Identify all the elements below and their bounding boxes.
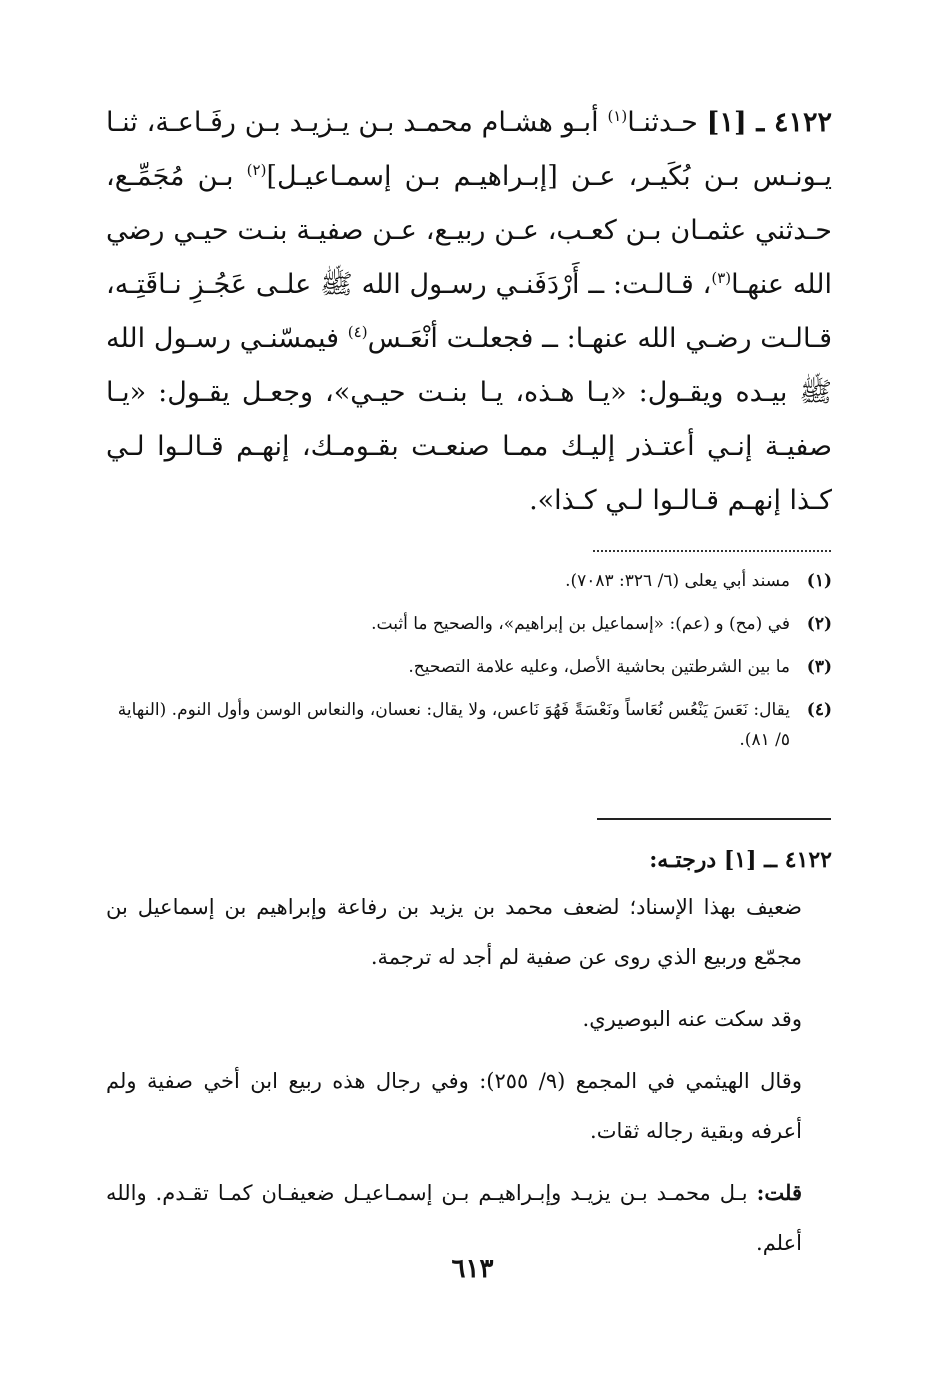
page-number: ٦١٣ <box>451 1254 494 1284</box>
footnote-number: (٢) <box>806 614 832 634</box>
footnote-number: (١) <box>806 571 832 591</box>
footnote-number: (٤) <box>806 700 832 720</box>
hadith-text-part: أبـو هشـام محمـد بـن يـزيـد بـن رفَـاعـة، ثنـا يـونـس بـن بُكَيـر، عـن [إبـراهيـم بـن إسمـاعيـل] <box>106 107 833 192</box>
footnote-text: مسند أبي يعلى (٦/ ٣٢٦: ٧٠٨٣). <box>565 571 790 591</box>
footnote-number: (٣) <box>806 657 832 677</box>
grading-label: قلت: <box>756 1180 802 1205</box>
footnote-ref: (٢) <box>246 161 267 179</box>
hadith-text-part: فيمسّنـي رسـول الله ﷺ بيـده ويقـول: «يـا هـذه، يـا بنـت حيـي»، وجعـل يقـول: «يـا صفيـة إنـي أعتـذر إليـك ممـا صنعـت بقـومـك، إنهـم قـالـوا لـي كـذا إنهـم قـالـوا لـي كـذا». <box>106 323 832 516</box>
grading-paragraph: وقد سكت عنه البوصيري. <box>582 1007 802 1031</box>
footnote <box>106 695 832 755</box>
footnotes <box>106 566 832 768</box>
section-rule <box>597 818 831 820</box>
hadith-text <box>106 96 832 528</box>
footnote-text: ما بين الشرطتين بحاشية الأصل، وعليه علامة التصحيح. <box>408 657 790 677</box>
footnote-ref: (١) <box>607 107 628 125</box>
hadith-text-part: ، قـالـت: ــ أَرْدَفَنـي رسـول الله ﷺ علـى عَجُـزِ نـاقَتِـه، قـالـت رضـي الله عنهـا: ــ فجعلـت أنْعَـس <box>106 269 832 354</box>
footnote-ref: (٤) <box>347 323 368 341</box>
grading-heading: ٤١٢٢ ــ [١] درجتـه: <box>649 847 832 873</box>
grading-section <box>106 840 832 1280</box>
grading-paragraph: ضعيف بهذا الإسناد؛ لضعف محمد بن يزيد بن رفاعة وإبراهيم بن إسماعيل بن مجمّع وربيع الذي روى عن صفية لم أجد له ترجمة. <box>106 895 802 969</box>
grading-text: بـل محمـد بـن يزيـد وإبـراهيـم بـن إسمـاعيـل ضعيفـان كمـا تقـدم. والله أعلم. <box>106 1181 802 1255</box>
footnote <box>106 609 832 639</box>
hadith-text-part: بـن مُجَمِّـع، حـدثني عثمـان بـن كعـب، عـن ربيـع، عـن صفيـة بنـت حيـي رضي الله عنهـا <box>106 161 832 300</box>
grading-paragraph: وقال الهيثمي في المجمع (٩/ ٢٥٥): وفي رجال هذه ربيع ابن أخي صفية ولم أعرفه وبقية رجاله ثقات. <box>106 1069 802 1143</box>
grading-paragraph <box>106 1168 832 1268</box>
footnote-text: في (مح) و (عم): «إسماعيل بن إبراهيم»، والصحيح ما أثبت. <box>371 614 790 634</box>
footnote-ref: (٣) <box>711 269 732 287</box>
footnote <box>106 652 832 682</box>
footnote <box>106 566 832 596</box>
dotted-separator <box>593 538 831 552</box>
hadith-number: ٤١٢٢ ـ [١] <box>706 107 832 138</box>
hadith-text-part: حـدثنـا <box>627 107 707 138</box>
footnote-text: يقال: نَعَسَ يَنْعُس نُعَاساً ونَعْسَةً فَهُوَ نَاعس، ولا يقال: نعسان، والنعاس الوسن وأول النوم. (النهاية ٥/ ٨١). <box>117 700 790 750</box>
